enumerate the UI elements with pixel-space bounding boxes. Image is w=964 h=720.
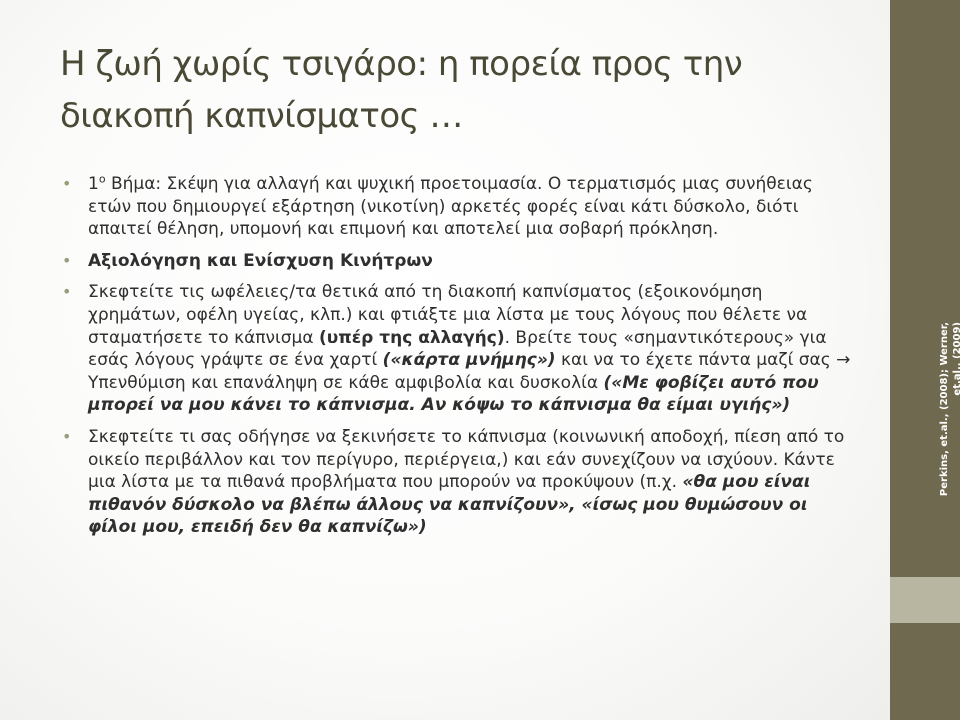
benefits-text-1: Σκεφτείτε τις ωφέλειες/τα θετικά από τη διακοπή καπνίσματος (εξοικονόμηση χρημάτων, οφέλη υγείας, κλπ.) και φτιάξτε μια λίστα με τους λόγους που θέλετε να σταματήσετε το κάπνισμα: [88, 282, 808, 348]
bullet-reasons: [62, 426, 852, 539]
benefits-bold-1: (υπέρ της αλλαγής): [319, 327, 505, 348]
benefits-quote: («Με φοβίζει αυτό που μπορεί να μου κάνει το κάπνισμα. Αν κόψω το κάπνισμα θα είμαι υγιής»): [88, 372, 819, 416]
bullet-dot-icon: •: [62, 250, 72, 270]
bullet-list: [62, 173, 852, 548]
bullet-step1: [62, 173, 852, 241]
benefits-memory-card: («κάρτα μνήμης»): [382, 350, 556, 371]
bullet-motives: [62, 250, 852, 273]
side-citation-line-1: Perkins, et.al., (2008); Werner,: [939, 322, 950, 497]
bullet-benefits: [62, 281, 852, 417]
benefits-text-3: και να το έχετε πάντα μαζί σας → Υπενθύμιση και επανάληψη σε κάθε αμφιβολία και δυσκολία: [88, 350, 851, 393]
step1-ordinal: ο: [98, 172, 106, 186]
motives-heading: Αξιολόγηση και Ενίσχυση Κινήτρων: [88, 250, 433, 271]
bullet-dot-icon: •: [62, 174, 72, 193]
side-citation: [938, 322, 964, 537]
side-citation-line-2: et.al., (2009): [952, 322, 963, 396]
bullet-dot-icon: •: [62, 426, 72, 446]
benefits-text-2: . Βρείτε τους «σημαντικότερους» για εσάς λόγους γράψτε σε ένα χαρτί: [88, 327, 827, 371]
side-accent-strip: [890, 577, 960, 623]
slide-title: Η ζωή χωρίς τσιγάρο: η πορεία προς την διακοπή καπνίσματος …: [60, 44, 743, 136]
step1-number: 1: [88, 174, 99, 194]
reasons-text-1: Σκεφτείτε τι σας οδήγησε να ξεκινήσετε το κάπνισμα (κοινωνική αποδοχή, πίεση από το οικείο περιβάλλον και τον περίγυρο, περιέργεια,) και εάν συνεχίζουν να ισχύουν. Κάντε μια λίστα με τα πιθανά προβλήματα που μπορούν να προκύψουν (π.χ.: [88, 426, 845, 493]
reasons-quote: «θα μου είναι πιθανόν δύσκολο να βλέπω άλλους να καπνίζουν», «ίσως μου θυμώσουν οι φίλοι μου, επειδή δεν θα καπνίζω»): [88, 472, 811, 538]
step1-text: Βήμα: Σκέψη για αλλαγή και ψυχική προετοιμασία. Ο τερματισμός μιας συνήθειας ετών που δημιουργεί εξάρτηση (νικοτίνη) αρκετές φορές είναι κάτι δύσκολο, διότι απαιτεί θέληση, υπομονή και επιμονή και αποτελεί μια σοβαρή πρόκληση.: [88, 174, 813, 240]
bullet-dot-icon: •: [62, 282, 72, 302]
